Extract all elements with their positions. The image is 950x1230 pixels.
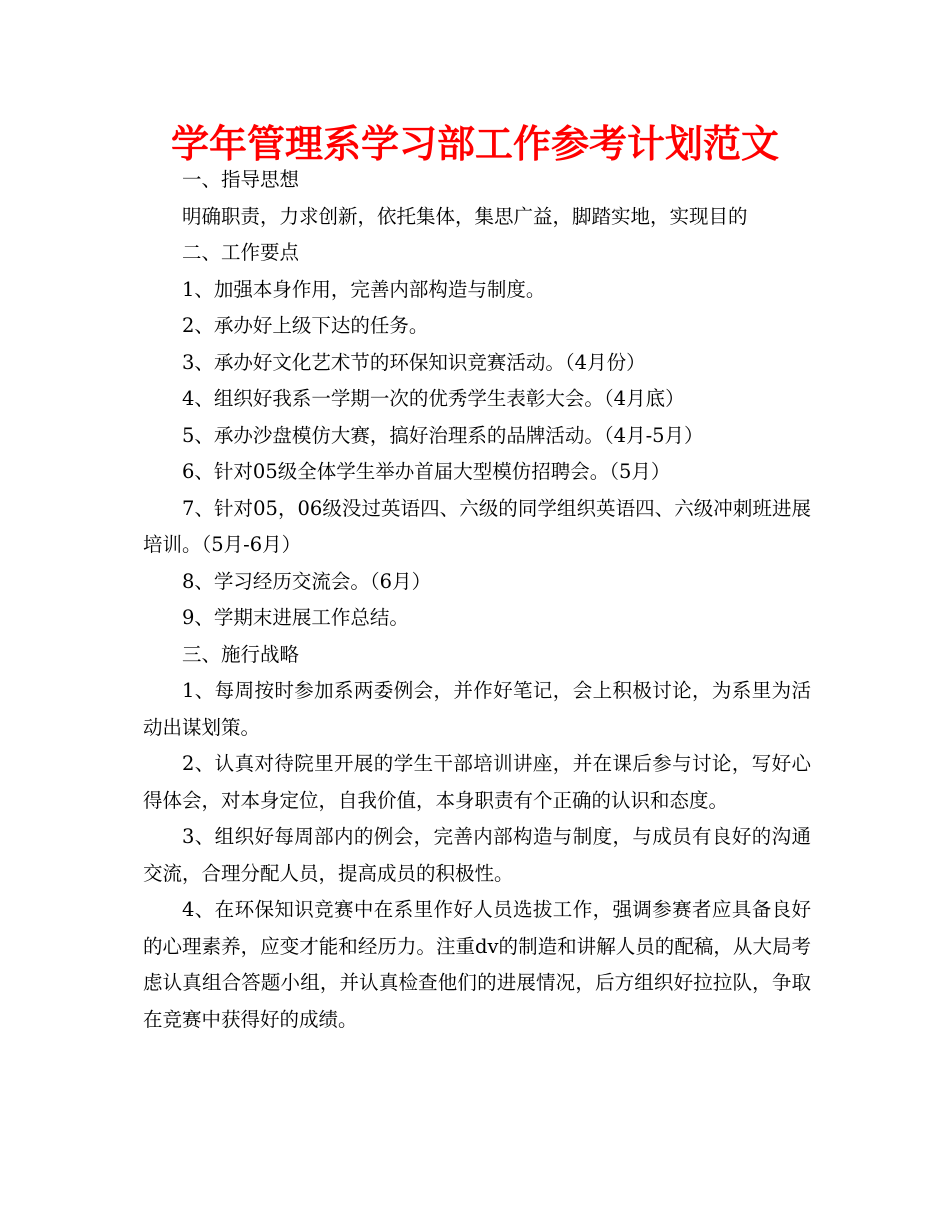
list-item: 3、组织好每周部内的例会，完善内部构造与制度，与成员有良好的沟通交流，合理分配人员，提高成员的积极性。 — [143, 825, 811, 885]
paragraph: 明确职责，力求创新，依托集体，集思广益，脚踏实地，实现目的 — [182, 204, 748, 228]
list-item: 3、承办好文化艺术节的环保知识竞赛活动。（4月份） — [182, 350, 646, 374]
section-heading-strategy: 三、施行战略 — [182, 642, 300, 666]
list-item: 7、针对05，06级没过英语四、六级的同学组织英语四、六级冲刺班进展培训。（5月-6月） — [143, 496, 811, 556]
list-item: 5、承办沙盘模仿大赛，搞好治理系的品牌活动。（4月-5月） — [182, 423, 704, 447]
list-item: 1、加强本身作用，完善内部构造与制度。 — [182, 277, 546, 301]
list-item: 2、承办好上级下达的任务。 — [182, 314, 429, 337]
list-item: 6、针对05级全体学生举办首届大型模仿招聘会。（5月） — [182, 460, 671, 483]
list-item: 2、认真对待院里开展的学生干部培训讲座，并在课后参与讨论，写好心得体会，对本身定位，自我价值，本身职责有个正确的认识和态度。 — [143, 752, 811, 812]
document-body — [143, 162, 811, 1038]
document-title: 学年管理系学习部工作参考计划范文 — [170, 122, 779, 166]
list-item: 1、每周按时参加系两委例会，并作好笔记，会上积极讨论，为系里为活动出谋划策。 — [143, 679, 811, 739]
list-item: 9、学期末进展工作总结。 — [182, 606, 409, 629]
list-item: 4、在环保知识竞赛中在系里作好人员选拔工作，强调参赛者应具备良好的心理素养，应变才能和经历力。注重dv的制造和讲解人员的配稿，从大局考虑认真组合答题小组，并认真检查他们的进展情况，后方组织好拉拉队，争取在竞赛中获得好的成绩。 — [143, 898, 811, 1031]
list-item: 4、组织好我系一学期一次的优秀学生表彰大会。（4月底） — [182, 387, 685, 410]
list-item: 8、学习经历交流会。（6月） — [182, 569, 432, 593]
section-heading-work-points: 二、工作要点 — [182, 241, 300, 264]
section-heading-guiding-thought: 一、指导思想 — [182, 168, 300, 191]
